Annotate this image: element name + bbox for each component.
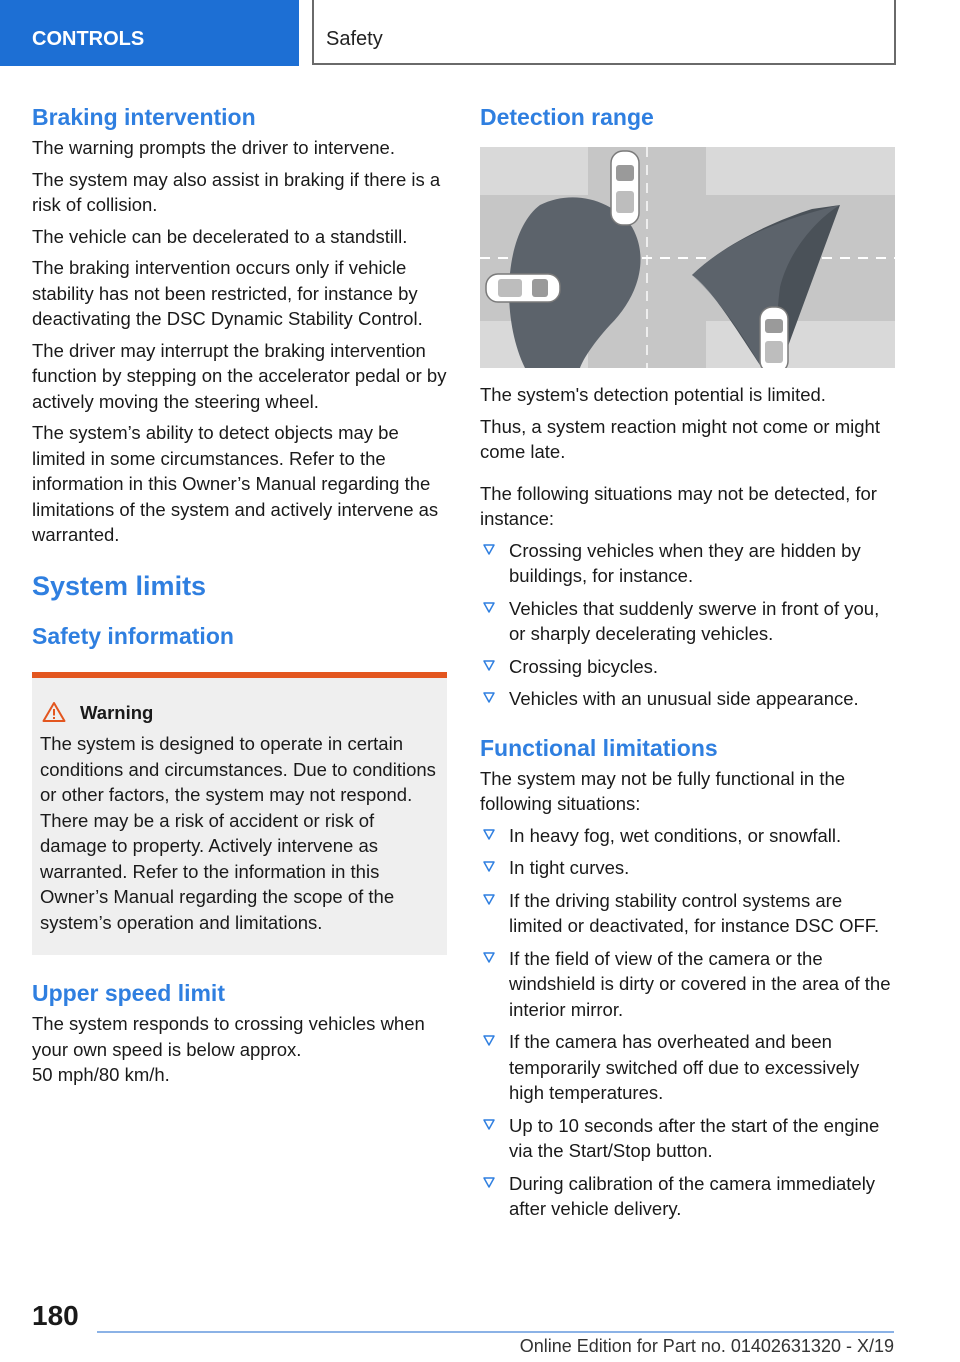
- section-title: CONTROLS: [32, 28, 145, 50]
- functional-list: [480, 823, 896, 1222]
- chapter-header: [312, 0, 896, 65]
- car-icon: [486, 274, 560, 302]
- section-tab: [0, 0, 299, 66]
- footer-divider: [97, 1331, 894, 1333]
- list-item: In tight curves.: [480, 855, 896, 881]
- warning-text: The system is designed to operate in certain conditions and circumstances. Due to conditions or other factors, the system may not respond. There may be a risk of accident or risk of damage to property. Actively intervene as warranted. Refer to the information in this Owner’s Manual regarding the scope of the system’s operation and limitations.: [40, 733, 436, 933]
- paragraph: The following situations may not be detected, for instance:: [480, 482, 877, 529]
- functional-limitations-heading: Functional limitations: [480, 734, 718, 761]
- list-item: Vehicles with an unusual side appearance.: [480, 686, 896, 712]
- bullet-triangle-icon: [481, 1114, 497, 1136]
- upper-speed-limit-heading: Upper speed limit: [32, 980, 225, 1006]
- bullet-triangle-icon: [481, 597, 497, 619]
- list-item: If the driving stability control systems are limited or deactivated, for instance DSC OFF.: [480, 888, 896, 939]
- paragraph: The system's detection potential is limited.: [480, 384, 826, 405]
- paragraph: The warning prompts the driver to intervene.: [32, 137, 395, 158]
- warning-box: [32, 672, 447, 956]
- paragraph: The system responds to crossing vehicles when your own speed is below approx.: [32, 1013, 425, 1060]
- warning-header: [40, 700, 439, 726]
- bullet-triangle-icon: [481, 1030, 497, 1052]
- bullet-triangle-icon: [481, 947, 497, 969]
- safety-information-heading: Safety information: [32, 622, 234, 649]
- list-item: Crossing vehicles when they are hidden by buildings, for instance.: [480, 538, 896, 589]
- bullet-triangle-icon: [481, 856, 497, 878]
- list-item: Up to 10 seconds after the start of the engine via the Start/Stop button.: [480, 1113, 896, 1164]
- paragraph: The system may also assist in braking if there is a risk of collision.: [32, 168, 441, 215]
- page-number: 180: [32, 1300, 79, 1331]
- warning-triangle-icon: [42, 701, 66, 723]
- system-limits-heading: System limits: [32, 570, 207, 601]
- paragraph: The braking intervention occurs only if vehicle stability has not been restricted, for instance by deactivating the DSC Dynamic Stability Control.: [32, 257, 423, 329]
- chapter-title: Safety: [326, 28, 383, 50]
- paragraph: The system may not be fully functional in the following situations:: [480, 767, 846, 814]
- right-column: [480, 103, 896, 1229]
- list-item: Crossing bicycles.: [480, 654, 896, 680]
- bullet-triangle-icon: [481, 889, 497, 911]
- paragraph: The vehicle can be decelerated to a standstill.: [32, 225, 408, 247]
- detection-range-heading: Detection range: [480, 104, 654, 130]
- braking-intervention-heading: Braking intervention: [32, 104, 256, 130]
- bullet-triangle-icon: [481, 687, 497, 709]
- list-item: Vehicles that suddenly swerve in front of you, or sharply decelerating vehicles.: [480, 596, 896, 647]
- detection-range-illustration: [480, 147, 895, 368]
- warning-label: Warning: [80, 701, 154, 723]
- list-item: In heavy fog, wet conditions, or snowfall.: [480, 823, 896, 849]
- list-item: During calibration of the camera immediately after vehicle delivery.: [480, 1171, 896, 1222]
- list-item: If the field of view of the camera or the windshield is dirty or covered in the area of the interior mirror.: [480, 946, 896, 1023]
- list-item: If the camera has overheated and been temporarily switched off due to excessively high temperatures.: [480, 1029, 896, 1106]
- speed-value: 50 mph/80 km/h.: [32, 1064, 170, 1085]
- bullet-triangle-icon: [481, 824, 497, 846]
- car-icon: [611, 151, 639, 225]
- paragraph: Thus, a system reaction might not come or might come late.: [480, 415, 880, 462]
- edition-info: Online Edition for Part no. 01402631320 - X/19: [519, 1336, 894, 1356]
- paragraph: The driver may interrupt the braking intervention function by stepping on the accelerator pedal or by actively moving the steering wheel.: [32, 339, 447, 412]
- bullet-triangle-icon: [481, 539, 497, 561]
- bullet-triangle-icon: [481, 1172, 497, 1194]
- paragraph: The system’s ability to detect objects may be limited in some circumstances. Refer to the information in this Owner’s Manual regarding the limitations of the system and actively intervene as warranted.: [32, 422, 439, 545]
- left-column: [32, 103, 447, 1088]
- car-icon: [760, 307, 788, 368]
- bullet-triangle-icon: [481, 655, 497, 677]
- detection-list: [480, 538, 896, 712]
